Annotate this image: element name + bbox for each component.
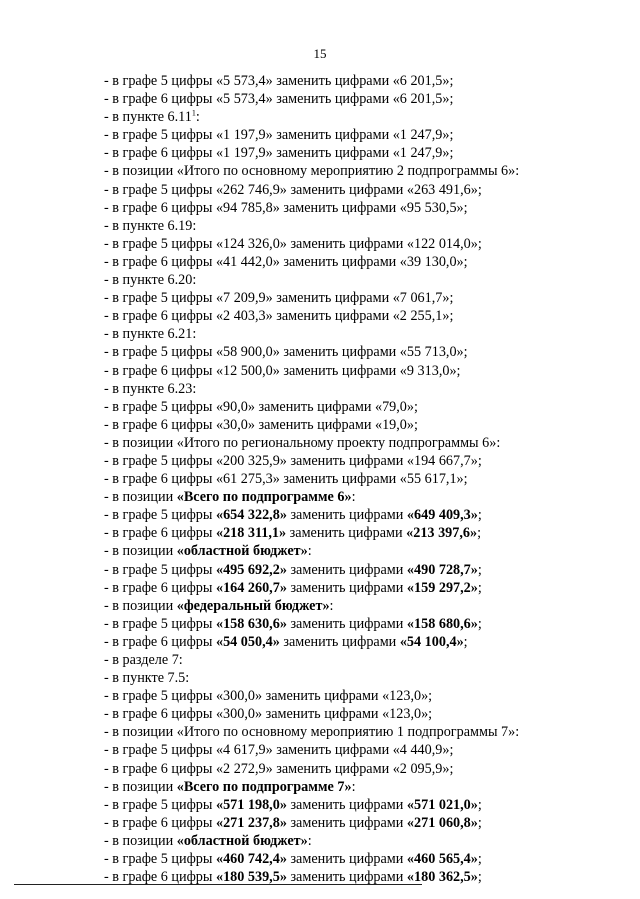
amendment-line bbox=[104, 343, 624, 361]
bold-text: «271 060,8» bbox=[406, 814, 478, 831]
line-text: - в позиции «Итого по основному мероприятию 2 подпрограммы 6»: bbox=[104, 163, 520, 180]
line-text: - в пункте 6.23: bbox=[104, 380, 197, 397]
page-number: 15 bbox=[313, 46, 327, 61]
amendment-line bbox=[104, 380, 624, 398]
bold-text: «271 237,8» bbox=[215, 814, 287, 831]
line-text: заменить цифрами bbox=[286, 561, 407, 578]
line-text: ; bbox=[477, 579, 482, 596]
line-text: - в позиции bbox=[104, 489, 177, 506]
line-text: заменить цифрами bbox=[279, 633, 400, 650]
amendment-line bbox=[104, 199, 624, 217]
amendment-line bbox=[104, 434, 624, 452]
amendment-line bbox=[104, 470, 624, 488]
line-text: ; bbox=[477, 796, 482, 813]
amendment-line bbox=[104, 597, 624, 615]
line-text: - в пункте 7.5: bbox=[104, 670, 190, 687]
bold-text: «571 021,0» bbox=[406, 796, 478, 813]
line-text: - в графе 6 цифры bbox=[104, 633, 216, 650]
line-text: : bbox=[195, 109, 200, 126]
line-text: - в графе 6 цифры «300,0» заменить цифрами «123,0»; bbox=[104, 706, 433, 723]
line-text: заменить цифрами bbox=[286, 507, 407, 524]
line-text: - в графе 6 цифры «2 272,9» заменить цифрами «2 095,9»; bbox=[104, 760, 454, 777]
line-text: - в графе 5 цифры «300,0» заменить цифрами «123,0»; bbox=[104, 688, 433, 705]
line-text: - в графе 6 цифры «94 785,8» заменить цифрами «95 530,5»; bbox=[104, 199, 468, 216]
amendment-line bbox=[104, 561, 624, 579]
line-text: - в разделе 7: bbox=[104, 652, 183, 668]
line-text: - в позиции bbox=[104, 832, 177, 849]
line-text: - в графе 5 цифры «58 900,0» заменить цифрами «55 713,0»; bbox=[104, 344, 468, 361]
amendment-line bbox=[104, 90, 624, 108]
line-text: - в позиции «Итого по основному мероприятию 1 подпрограммы 7»: bbox=[104, 724, 520, 741]
bold-text: «213 397,6» bbox=[406, 525, 478, 542]
bold-text: «54 100,4» bbox=[399, 633, 464, 650]
amendment-line bbox=[104, 488, 624, 506]
line-text: заменить цифрами bbox=[286, 869, 407, 886]
amendment-line bbox=[104, 253, 624, 271]
line-text: - в пункте 6.19: bbox=[104, 217, 197, 234]
line-text: - в графе 6 цифры «2 403,3» заменить цифрами «2 255,1»; bbox=[104, 308, 454, 325]
amendment-line bbox=[104, 615, 624, 633]
amendment-line bbox=[104, 850, 624, 868]
line-text: - в графе 5 цифры bbox=[104, 561, 216, 578]
bold-text: «495 692,2» bbox=[215, 561, 287, 578]
superscript: 1 bbox=[191, 108, 196, 118]
line-text: - в позиции «Итого по региональному проекту подпрограммы 6»: bbox=[104, 434, 501, 451]
footer-rule bbox=[14, 884, 422, 885]
amendment-line bbox=[104, 362, 624, 380]
line-text: ; bbox=[477, 851, 482, 868]
amendment-line bbox=[104, 126, 624, 144]
line-text: ; bbox=[463, 633, 468, 650]
line-text: : bbox=[351, 489, 356, 506]
line-text: - в графе 5 цифры bbox=[104, 507, 216, 524]
line-text: - в позиции bbox=[104, 543, 177, 560]
line-text: - в пункте 6.11 bbox=[104, 109, 192, 126]
line-text: - в графе 6 цифры bbox=[104, 869, 216, 886]
bold-text: «571 198,0» bbox=[215, 796, 287, 813]
amendment-line bbox=[104, 705, 624, 723]
line-text: - в графе 6 цифры «1 197,9» заменить цифрами «1 247,9»; bbox=[104, 145, 454, 162]
amendment-line bbox=[104, 832, 624, 850]
amendment-line bbox=[104, 452, 624, 470]
line-text: - в графе 5 цифры «4 617,9» заменить цифрами «4 440,9»; bbox=[104, 742, 454, 759]
bold-text: «федеральный бюджет» bbox=[176, 597, 330, 614]
amendment-line bbox=[104, 669, 624, 687]
line-text: заменить цифрами bbox=[286, 814, 407, 831]
amendment-line bbox=[104, 289, 624, 307]
line-text: - в пункте 6.20: bbox=[104, 272, 197, 289]
amendment-line bbox=[104, 796, 624, 814]
bold-text: «654 322,8» bbox=[215, 507, 287, 524]
bold-text: «460 742,4» bbox=[215, 851, 287, 868]
amendment-line bbox=[104, 398, 624, 416]
amendment-line bbox=[104, 506, 624, 524]
amendment-line bbox=[104, 162, 624, 180]
bold-text: «159 297,2» bbox=[406, 579, 478, 596]
line-text: - в графе 5 цифры bbox=[104, 851, 216, 868]
bold-text: «460 565,4» bbox=[406, 851, 478, 868]
line-text: - в графе 6 цифры «41 442,0» заменить цифрами «39 130,0»; bbox=[104, 253, 468, 270]
bold-text: «158 680,6» bbox=[406, 615, 478, 632]
bold-text: «областной бюджет» bbox=[176, 543, 308, 560]
amendment-line bbox=[104, 633, 624, 651]
amendment-line bbox=[104, 687, 624, 705]
line-text: - в пункте 6.21: bbox=[104, 326, 197, 343]
bold-text: «649 409,3» bbox=[406, 507, 478, 524]
line-text: - в графе 5 цифры «124 326,0» заменить цифрами «122 014,0»; bbox=[104, 235, 482, 252]
line-text: : bbox=[307, 832, 312, 849]
bold-text: «164 260,7» bbox=[215, 579, 287, 596]
bold-text: «54 050,4» bbox=[215, 633, 280, 650]
amendment-line bbox=[104, 217, 624, 235]
amendment-line bbox=[104, 181, 624, 199]
amendment-line bbox=[104, 579, 624, 597]
amendment-line bbox=[104, 741, 624, 759]
line-text: - в графе 6 цифры bbox=[104, 579, 216, 596]
line-text: - в графе 6 цифры «12 500,0» заменить цифрами «9 313,0»; bbox=[104, 362, 461, 379]
line-text: - в графе 5 цифры «262 746,9» заменить цифрами «263 491,6»; bbox=[104, 181, 482, 198]
line-text: : bbox=[307, 543, 312, 560]
amendment-line bbox=[104, 778, 624, 796]
bold-text: «областной бюджет» bbox=[176, 832, 308, 849]
line-text: - в графе 5 цифры «200 325,9» заменить цифрами «194 667,7»; bbox=[104, 452, 482, 469]
line-text: ; bbox=[477, 814, 482, 831]
amendment-line bbox=[104, 108, 624, 126]
line-text: заменить цифрами bbox=[286, 851, 407, 868]
line-text: - в позиции bbox=[104, 778, 177, 795]
line-text: заменить цифрами bbox=[286, 615, 407, 632]
bold-text: «Всего по подпрограмме 6» bbox=[176, 489, 352, 506]
line-text: заменить цифрами bbox=[286, 525, 407, 542]
bold-text: «180 539,5» bbox=[215, 869, 287, 886]
line-text: - в графе 5 цифры «90,0» заменить цифрами «79,0»; bbox=[104, 398, 418, 415]
line-text: заменить цифрами bbox=[286, 796, 407, 813]
bold-text: «Всего по подпрограмме 7» bbox=[176, 778, 352, 795]
line-text: - в графе 6 цифры bbox=[104, 814, 216, 831]
amendment-line bbox=[104, 271, 624, 289]
amendment-line bbox=[104, 72, 624, 90]
amendment-list bbox=[104, 72, 624, 886]
line-text: - в позиции bbox=[104, 597, 177, 614]
line-text: - в графе 5 цифры «5 573,4» заменить цифрами «6 201,5»; bbox=[104, 73, 454, 89]
line-text: : bbox=[351, 778, 356, 795]
bold-text: «490 728,7» bbox=[406, 561, 478, 578]
amendment-line bbox=[104, 416, 624, 434]
bold-text: «218 311,1» bbox=[215, 525, 287, 542]
amendment-line bbox=[104, 144, 624, 162]
line-text: заменить цифрами bbox=[286, 579, 407, 596]
line-text: ; bbox=[477, 615, 482, 632]
line-text: - в графе 6 цифры «5 573,4» заменить цифрами «6 201,5»; bbox=[104, 91, 454, 108]
amendment-line bbox=[104, 235, 624, 253]
line-text: - в графе 5 цифры «1 197,9» заменить цифрами «1 247,9»; bbox=[104, 127, 454, 144]
line-text: - в графе 5 цифры «7 209,9» заменить цифрами «7 061,7»; bbox=[104, 290, 454, 307]
amendment-line bbox=[104, 325, 624, 343]
amendment-line bbox=[104, 723, 624, 741]
line-text: ; bbox=[477, 869, 482, 886]
line-text: : bbox=[329, 597, 334, 614]
amendment-line bbox=[104, 542, 624, 560]
amendment-line bbox=[104, 814, 624, 832]
amendment-line bbox=[104, 651, 624, 669]
line-text: ; bbox=[477, 507, 482, 524]
amendment-line bbox=[104, 760, 624, 778]
bold-text: «180 362,5» bbox=[406, 869, 478, 886]
amendment-line bbox=[104, 307, 624, 325]
bold-text: «158 630,6» bbox=[215, 615, 287, 632]
line-text: - в графе 6 цифры «30,0» заменить цифрами «19,0»; bbox=[104, 416, 418, 433]
line-text: - в графе 5 цифры bbox=[104, 796, 216, 813]
amendment-line bbox=[104, 524, 624, 542]
line-text: - в графе 6 цифры bbox=[104, 525, 216, 542]
line-text: - в графе 5 цифры bbox=[104, 615, 216, 632]
line-text: - в графе 6 цифры «61 275,3» заменить цифрами «55 617,1»; bbox=[104, 471, 468, 488]
line-text: ; bbox=[477, 525, 482, 542]
line-text: ; bbox=[477, 561, 482, 578]
